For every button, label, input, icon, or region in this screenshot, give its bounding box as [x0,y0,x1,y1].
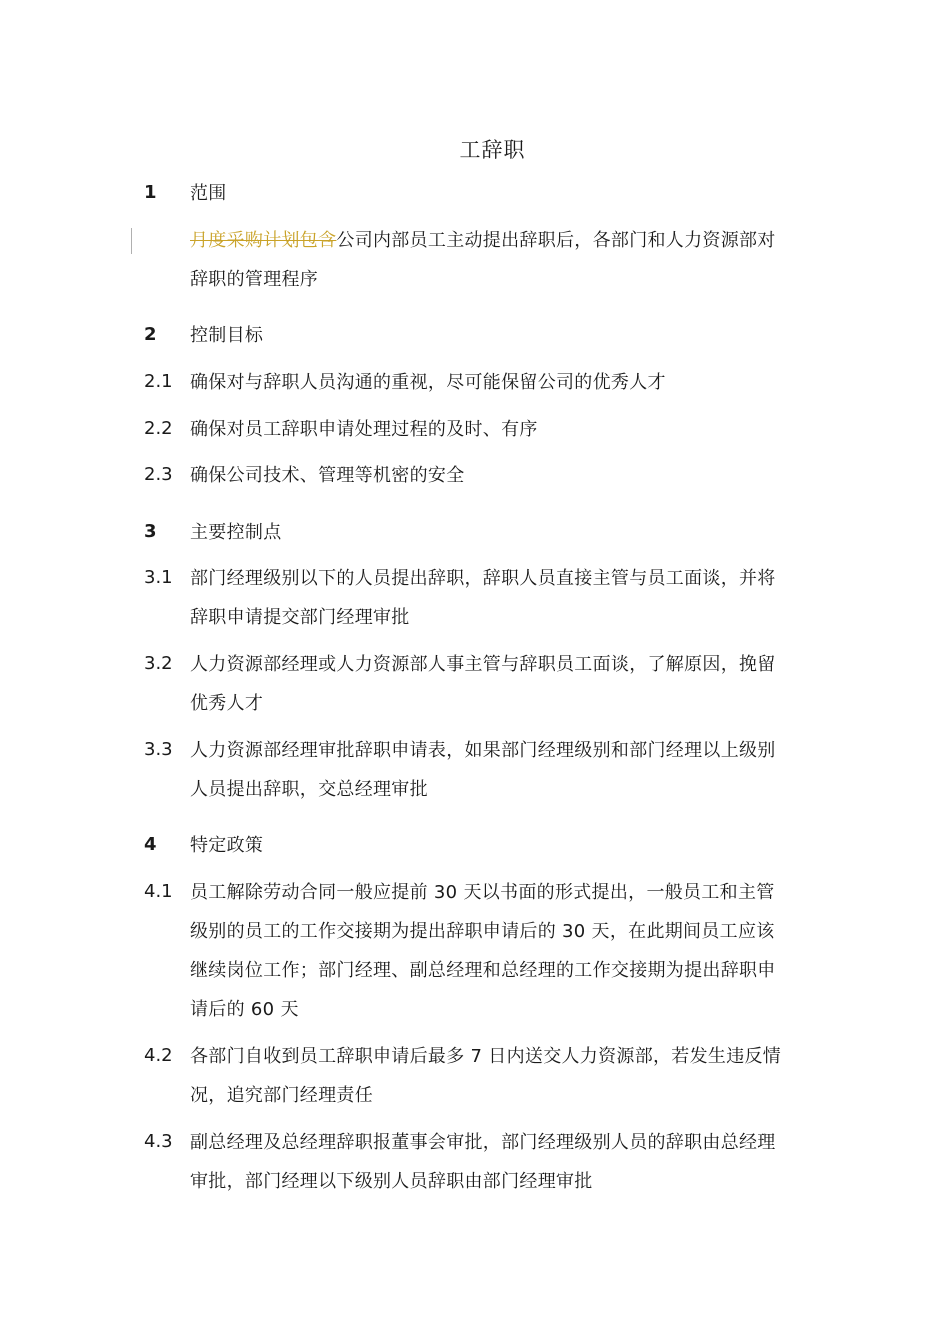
item-text: 确保对员工辞职申请处理过程的及时、有序 [190,419,538,440]
document-title: 工辞职 [459,138,526,162]
paragraph-line [190,221,810,260]
section-number: 3 [144,521,157,542]
item-text [190,731,810,809]
item-text: 确保公司技术、管理等机密的安全 [190,465,465,486]
item-line: 人力资源部经理或人力资源部人事主管与辞职员工面谈，了解原因，挽留 [190,654,776,675]
section-heading: 范围 [190,183,227,204]
item-line: 况，追究部门经理责任 [190,1085,373,1106]
section-heading: 特定政策 [190,835,264,856]
tracked-deletion: 月度采购计划包含 [190,230,337,251]
item-number: 4.1 [144,881,173,902]
item-text [190,1123,810,1201]
item-line: 人力资源部经理审批辞职申请表，如果部门经理级别和部门经理以上级别 [190,740,776,761]
item-line: 继续岗位工作；部门经理、副总经理和总经理的工作交接期为提出辞职申 [190,960,776,981]
item-text [190,559,810,637]
item-number: 2.2 [144,418,173,439]
item-number: 4.3 [144,1131,173,1152]
item-text [190,1037,810,1115]
section-number: 4 [144,834,157,855]
item-number: 4.2 [144,1045,173,1066]
item-number: 3.3 [144,739,173,760]
item-line: 请后的 60 天 [190,999,299,1020]
item-line: 部门经理级别以下的人员提出辞职，辞职人员直接主管与员工面谈，并将 [190,568,776,589]
item-number: 3.2 [144,653,173,674]
item-number: 2.1 [144,371,173,392]
paragraph-text: 公司内部员工主动提出辞职后，各部门和人力资源部对 [336,230,776,251]
item-line: 副总经理及总经理辞职报董事会审批，部门经理级别人员的辞职由总经理 [190,1132,776,1153]
item-line: 员工解除劳动合同一般应提前 30 天以书面的形式提出，一般员工和主管 [190,882,775,903]
item-line: 优秀人才 [190,693,264,714]
item-line: 各部门自收到员工辞职申请后最多 7 日内送交人力资源部，若发生违反情 [190,1046,782,1067]
item-line: 级别的员工的工作交接期为提出辞职申请后的 30 天，在此期间员工应该 [190,921,775,942]
item-line: 辞职申请提交部门经理审批 [190,607,410,628]
item-line: 人员提出辞职，交总经理审批 [190,779,428,800]
section-heading: 控制目标 [190,325,264,346]
section-number: 2 [144,324,157,345]
item-line: 审批，部门经理以下级别人员辞职由部门经理审批 [190,1171,593,1192]
section-number: 1 [144,182,157,203]
item-text: 确保对与辞职人员沟通的重视，尽可能保留公司的优秀人才 [190,372,666,393]
item-number: 2.3 [144,464,173,485]
paragraph-scope [190,221,810,299]
item-text [190,873,810,1029]
paragraph-line: 辞职的管理程序 [190,269,319,290]
change-bar [131,228,132,254]
item-number: 3.1 [144,567,173,588]
item-text [190,645,810,723]
section-heading: 主要控制点 [190,522,282,543]
